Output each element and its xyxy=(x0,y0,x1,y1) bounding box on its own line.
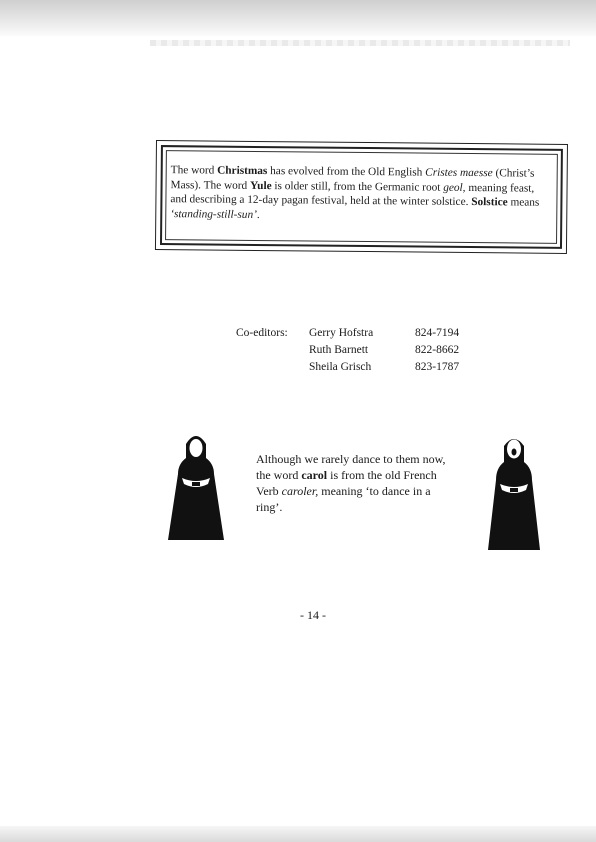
christmas-fact-text: The word Christmas has evolved from the Old English Cristes maesse (Christ’s Mass). The word Yule is older still, from the Germanic root geol, meaning feast, and describing a 12-day pagan festival, held at the winter solstice. Solstice means ‘standing-still-sun’. xyxy=(170,164,540,221)
editor-name: Ruth Barnett xyxy=(309,344,369,356)
page-number: - 14 - xyxy=(300,608,326,622)
term-carol: carol xyxy=(301,468,328,482)
term-christmas: Christmas xyxy=(217,164,268,178)
scan-bottom-shadow xyxy=(0,826,596,842)
scan-bleed-through xyxy=(150,40,570,46)
editor-row xyxy=(309,342,460,359)
editor-phone: 824-7194 xyxy=(415,327,460,339)
term-standing-still-sun: ‘standing-still-sun’ xyxy=(170,207,257,221)
editor-row xyxy=(309,325,460,342)
term-caroler: caroler, xyxy=(281,484,319,498)
term-yule: Yule xyxy=(250,179,272,192)
caroler-right-icon xyxy=(488,434,540,550)
term-cristes-maesse: Cristes maesse xyxy=(425,166,493,180)
caroler-left-icon xyxy=(168,430,224,540)
editor-name: Sheila Grisch xyxy=(309,361,372,373)
editor-phone: 822-8662 xyxy=(415,344,460,356)
editor-phone: 823-1787 xyxy=(415,361,460,373)
christmas-fact-box xyxy=(155,140,568,254)
scan-top-shadow xyxy=(0,0,596,36)
carol-origin-text: Although we rarely dance to them now, the word carol is from the old French Verb caroler, meaning ‘to dance in a ring’. xyxy=(256,452,446,514)
co-editors-label: Co-editors: xyxy=(236,327,288,339)
editor-name: Gerry Hofstra xyxy=(309,327,374,339)
term-solstice: Solstice xyxy=(471,196,508,209)
term-geol: geol, xyxy=(443,181,466,194)
editor-row xyxy=(309,359,460,376)
